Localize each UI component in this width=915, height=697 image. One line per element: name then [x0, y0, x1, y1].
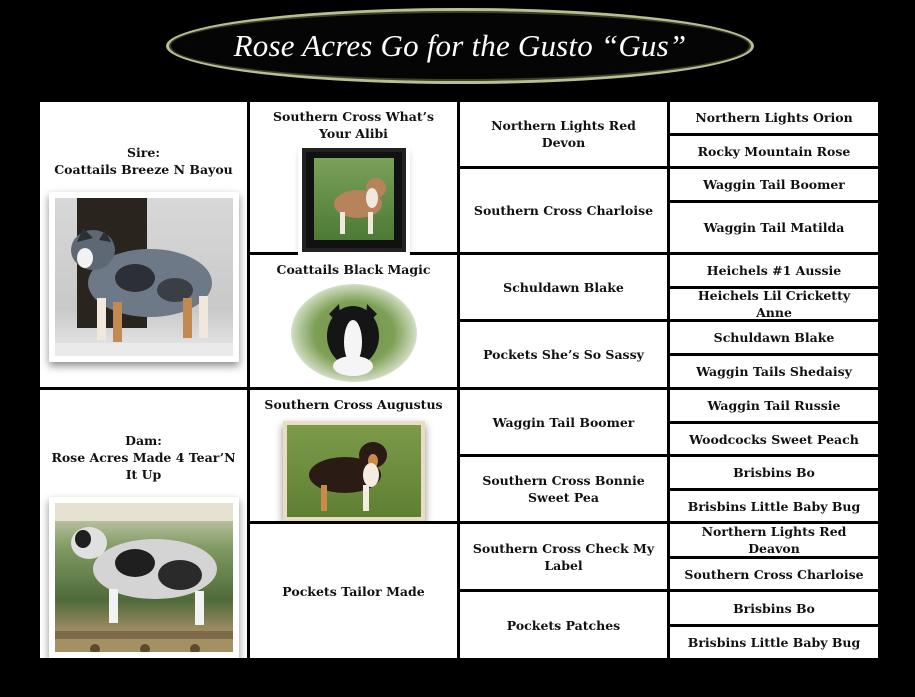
gen3-name: Northern Lights Red Devon	[491, 118, 636, 150]
dam-cell	[40, 390, 247, 658]
gen4-cell	[670, 169, 878, 200]
gen4-cell	[670, 322, 878, 353]
gen4-cell	[670, 627, 878, 658]
gen4-name: Southern Cross Charloise	[684, 566, 864, 582]
gen2-cell	[250, 524, 457, 658]
gen3-name: Schuldawn Blake	[503, 279, 624, 295]
gen2-cell	[250, 390, 457, 521]
gen3-cell	[460, 390, 667, 454]
gen4-name: Brisbins Bo	[733, 465, 815, 480]
gen4-name: Heichels #1 Aussie	[706, 263, 842, 278]
gen4-cell	[670, 592, 878, 624]
gen3-cell	[460, 457, 667, 521]
gen4-cell	[670, 559, 878, 589]
title-banner	[166, 8, 754, 84]
dam-name: Rose Acres Made 4 Tear’N It Up	[51, 450, 236, 482]
sire-photo	[49, 192, 239, 362]
sire-name: Coattails Breeze N Bayou	[54, 162, 233, 177]
gen3-name: Waggin Tail Boomer	[492, 414, 635, 430]
gen4-cell	[670, 457, 878, 488]
dam-label: Dam:	[125, 433, 162, 448]
gen4-cell	[670, 424, 878, 454]
gen3-name: Southern Cross Bonnie Sweet Pea	[482, 473, 645, 505]
gen4-name: Waggin Tail Matilda	[703, 220, 845, 235]
dam-photo	[49, 497, 239, 658]
gen4-cell	[670, 524, 878, 556]
gen4-name: Brisbins Little Baby Bug	[687, 635, 861, 650]
dog-photo	[302, 148, 406, 252]
gen4-name: Rocky Mountain Rose	[697, 143, 851, 159]
sire-cell	[40, 102, 247, 387]
gen4-name: Waggin Tails Shedaisy	[696, 364, 852, 379]
gen2-name: Southern Cross Augustus	[264, 397, 443, 412]
gen2-name: Pockets Tailor Made	[282, 583, 425, 599]
page-title: Rose Acres Go for the Gusto “Gus”	[233, 28, 687, 63]
gen4-name: Brisbins Little Baby Bug	[687, 498, 861, 514]
gen4-cell	[670, 390, 878, 421]
gen3-name: Southern Cross Check My Label	[472, 540, 655, 573]
dog-photo	[283, 421, 425, 521]
gen4-name: Woodcocks Sweet Peach	[689, 431, 859, 447]
gen3-cell	[460, 524, 667, 589]
gen3-cell	[460, 255, 667, 319]
dog-photo	[291, 284, 417, 382]
gen4-name: Northern Lights Red Deavon	[701, 524, 847, 556]
gen3-name: Pockets She’s So Sassy	[483, 347, 644, 362]
gen4-cell	[670, 289, 878, 319]
gen4-name: Waggin Tail Russie	[707, 398, 841, 413]
pedigree-chart	[38, 100, 880, 660]
gen4-name: Schuldawn Blake	[713, 330, 835, 345]
gen4-cell	[670, 203, 878, 252]
gen4-name: Heichels Lil Cricketty Anne	[697, 288, 851, 320]
gen3-cell	[460, 592, 667, 658]
gen3-cell	[460, 322, 667, 387]
gen3-name: Southern Cross Charloise	[473, 203, 654, 218]
gen3-cell	[460, 169, 667, 252]
gen4-name: Waggin Tail Boomer	[703, 177, 845, 192]
gen4-name: Brisbins Bo	[733, 600, 815, 616]
gen2-name: Southern Cross What’s Your Alibi	[273, 109, 434, 141]
gen2-name: Coattails Black Magic	[276, 262, 431, 277]
gen4-cell	[670, 356, 878, 387]
gen4-cell	[670, 102, 878, 133]
sire-label: Sire:	[127, 145, 160, 160]
gen4-name: Northern Lights Orion	[695, 110, 853, 125]
gen2-cell	[250, 102, 457, 252]
gen3-name: Pockets Patches	[506, 617, 621, 633]
gen4-cell	[670, 255, 878, 286]
gen3-cell	[460, 102, 667, 166]
gen4-cell	[670, 136, 878, 166]
gen2-cell	[250, 255, 457, 387]
gen4-cell	[670, 491, 878, 521]
